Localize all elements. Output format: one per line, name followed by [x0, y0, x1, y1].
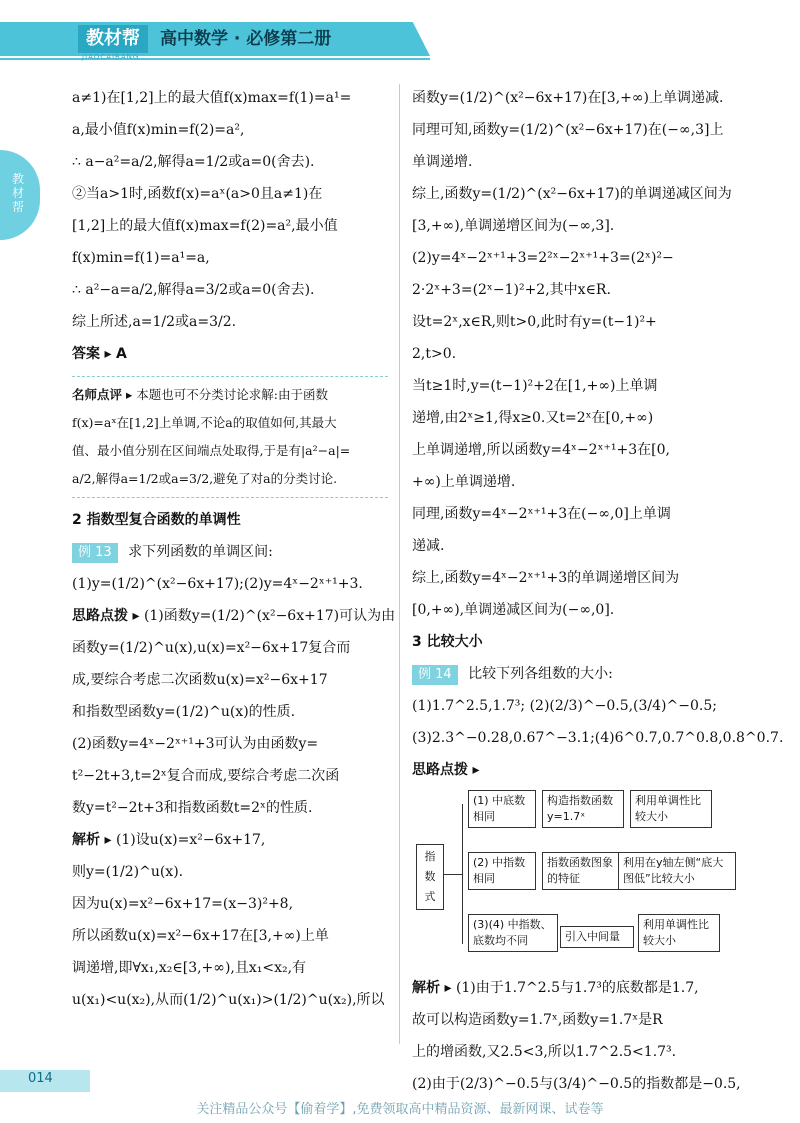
text-line: (2)y=4ˣ−2ˣ⁺¹+3=2²ˣ−2ˣ⁺¹+3=(2ˣ)²−	[412, 250, 674, 266]
brand-logo: 教材帮	[78, 25, 148, 53]
solution-label: 解析	[72, 832, 100, 848]
hint-line: t²−2t+3,t=2ˣ复合而成,要综合考虑二次函	[72, 768, 340, 784]
section-title: 2 指数型复合函数的单调性	[72, 512, 241, 528]
example-prompt: 比较下列各组数的大小:	[468, 666, 613, 682]
side-tab-label: 教材帮	[11, 172, 24, 214]
hint-line: 和指数型函数y=(1/2)^u(x)的性质.	[72, 704, 296, 720]
text-line: [0,+∞),单调递减区间为(−∞,0].	[412, 602, 615, 618]
text-line: 2,t>0.	[412, 346, 457, 362]
flow-node: 引入中间量	[560, 926, 634, 948]
solution-line: 上的增函数,又2.5<3,所以1.7^2.5<1.7³.	[412, 1044, 677, 1060]
text-line: 设t=2ˣ,x∈R,则t>0,此时有y=(t−1)²+	[412, 314, 657, 330]
text-line: [1,2]上的最大值f(x)max=f(2)=a²,最小值	[72, 218, 338, 234]
play-icon: ▸	[104, 832, 112, 848]
text-line: a≠1)在[1,2]上的最大值f(x)max=f(1)=a¹=	[72, 90, 352, 106]
play-icon: ▸	[126, 387, 133, 402]
example-items: (1)y=(1/2)^(x²−6x+17);(2)y=4ˣ−2ˣ⁺¹+3.	[72, 576, 363, 592]
text-line: 单调递增.	[412, 154, 473, 170]
flow-node: (3)(4) 中指数、底数均不同	[468, 914, 558, 952]
play-icon: ▸	[444, 980, 452, 996]
answer-value: A	[115, 346, 127, 362]
text-line: 递增,由2ˣ≥1,得x≥0.又t=2ˣ在[0,+∞)	[412, 410, 654, 426]
flow-node: 利用在y轴左侧“底大图低”比较大小	[618, 852, 736, 890]
solution-line: u(x₁)<u(x₂),从而(1/2)^u(x₁)>(1/2)^u(x₂),所以	[72, 992, 385, 1008]
text-line: 当t≥1时,y=(t−1)²+2在[1,+∞)上单调	[412, 378, 658, 394]
answer-label: 答案	[72, 346, 100, 362]
text-line: 递减.	[412, 538, 445, 554]
play-icon: ▸	[132, 608, 140, 624]
comment-line: 本题也可不分类讨论求解:由于函数	[136, 387, 328, 402]
text-line: a,最小值f(x)min=f(2)=a²,	[72, 122, 245, 138]
flow-root: 指数式	[416, 844, 444, 910]
text-line: 同理可知,函数y=(1/2)^(x²−6x+17)在(−∞,3]上	[412, 122, 724, 138]
flow-node: (1) 中底数相同	[468, 790, 536, 828]
example-items: (1)1.7^2.5,1.7³; (2)(2/3)^−0.5,(3/4)^−0.5;	[412, 698, 717, 714]
text-line: 综上所述,a=1/2或a=3/2.	[72, 314, 237, 330]
solution-line: 所以函数u(x)=x²−6x+17在[3,+∞)上单	[72, 928, 329, 944]
hint-line: 函数y=(1/2)^u(x),u(x)=x²−6x+17复合而	[72, 640, 351, 656]
hint-line: (1)函数y=(1/2)^(x²−6x+17)可认为由	[143, 608, 396, 624]
play-icon: ▸	[104, 346, 112, 362]
example-items: (3)2.3^−0.28,0.67^−3.1;(4)6^0.7,0.7^0.8,0.8^0.7.	[412, 730, 784, 746]
text-line: 综上,函数y=(1/2)^(x²−6x+17)的单调递减区间为	[412, 186, 732, 202]
text-line: 函数y=(1/2)^(x²−6x+17)在[3,+∞)上单调递减.	[412, 90, 724, 106]
text-line: f(x)min=f(1)=a¹=a,	[72, 250, 210, 266]
example-badge: 例 13	[72, 543, 118, 563]
text-line: 同理,函数y=4ˣ−2ˣ⁺¹+3在(−∞,0]上单调	[412, 506, 671, 522]
flow-node: 构造指数函数 y=1.7ˣ	[542, 790, 624, 828]
comment-line: a/2,解得a=1/2或a=3/2,避免了对a的分类讨论.	[72, 471, 338, 486]
page-number: 014	[28, 1071, 53, 1086]
text-line: ∴ a−a²=a/2,解得a=1/2或a=0(舍去).	[72, 154, 315, 170]
text-line: 2·2ˣ+3=(2ˣ−1)²+2,其中x∈R.	[412, 282, 611, 298]
solution-line: 则y=(1/2)^u(x).	[72, 864, 184, 880]
text-line: 上单调递增,所以函数y=4ˣ−2ˣ⁺¹+3在[0,	[412, 442, 670, 458]
flow-node: 指数函数图象的特征	[542, 852, 624, 890]
hint-label: 思路点拨	[412, 762, 468, 778]
play-icon: ▸	[472, 762, 480, 778]
header-rule	[0, 58, 430, 60]
solution-line: 调递增,即∀x₁,x₂∈[3,+∞),且x₁<x₂,有	[72, 960, 307, 976]
answer-line	[72, 338, 388, 370]
solution-label: 解析	[412, 980, 440, 996]
solution-line: (1)设u(x)=x²−6x+17,	[115, 832, 266, 848]
example-prompt: 求下列函数的单调区间:	[128, 544, 273, 560]
text-line: ∴ a²−a=a/2,解得a=3/2或a=0(舍去).	[72, 282, 315, 298]
column-divider	[399, 84, 400, 1044]
flow-connector	[444, 874, 462, 875]
example-13	[72, 536, 388, 568]
teacher-comment-box	[72, 376, 388, 498]
solution-line: (1)由于1.7^2.5与1.7³的底数都是1.7,	[455, 980, 699, 996]
comment-label: 名师点评	[72, 387, 123, 402]
flowchart	[412, 786, 732, 972]
solution-line: 因为u(x)=x²−6x+17=(x−3)²+8,	[72, 896, 294, 912]
comment-line: 值、最小值分别在区间端点处取得,于是有|a²−a|=	[72, 443, 351, 458]
comment-line: f(x)=aˣ在[1,2]上单调,不论a的取值如何,其最大	[72, 415, 337, 430]
watermark: 关注精品公众号【偷着学】,免费领取高中精品资源、最新网课、试卷等	[196, 1102, 604, 1117]
example-14	[412, 658, 732, 690]
book-title: 高中数学 · 必修第二册	[160, 29, 332, 49]
solution-line: 故可以构造函数y=1.7ˣ,函数y=1.7ˣ是R	[412, 1012, 663, 1028]
hint-line: (2)函数y=4ˣ−2ˣ⁺¹+3可认为由函数y=	[72, 736, 319, 752]
flow-node: 利用单调性比较大小	[630, 790, 712, 828]
flow-connector	[462, 804, 463, 944]
left-column	[72, 82, 396, 1016]
section-title: 3 比较大小	[412, 634, 483, 650]
example-badge: 例 14	[412, 665, 458, 685]
text-line: ②当a>1时,函数f(x)=aˣ(a>0且a≠1)在	[72, 186, 323, 202]
hint-label: 思路点拨	[72, 608, 128, 624]
flow-node: (2) 中指数相同	[468, 852, 536, 890]
right-column	[412, 82, 784, 1100]
text-line: 综上,函数y=4ˣ−2ˣ⁺¹+3的单调递增区间为	[412, 570, 680, 586]
flow-node: 利用单调性比较大小	[638, 914, 720, 952]
page-header	[0, 0, 800, 62]
text-line: [3,+∞),单调递增区间为(−∞,3].	[412, 218, 615, 234]
hint-line: 成,要综合考虑二次函数u(x)=x²−6x+17	[72, 672, 328, 688]
solution-line: (2)由于(2/3)^−0.5与(3/4)^−0.5的指数都是−0.5,	[412, 1076, 741, 1092]
hint-line: 数y=t²−2t+3和指数函数t=2ˣ的性质.	[72, 800, 313, 816]
brand-subtitle: JIAOCAIBANG	[82, 53, 140, 61]
text-line: +∞)上单调递增.	[412, 474, 516, 490]
